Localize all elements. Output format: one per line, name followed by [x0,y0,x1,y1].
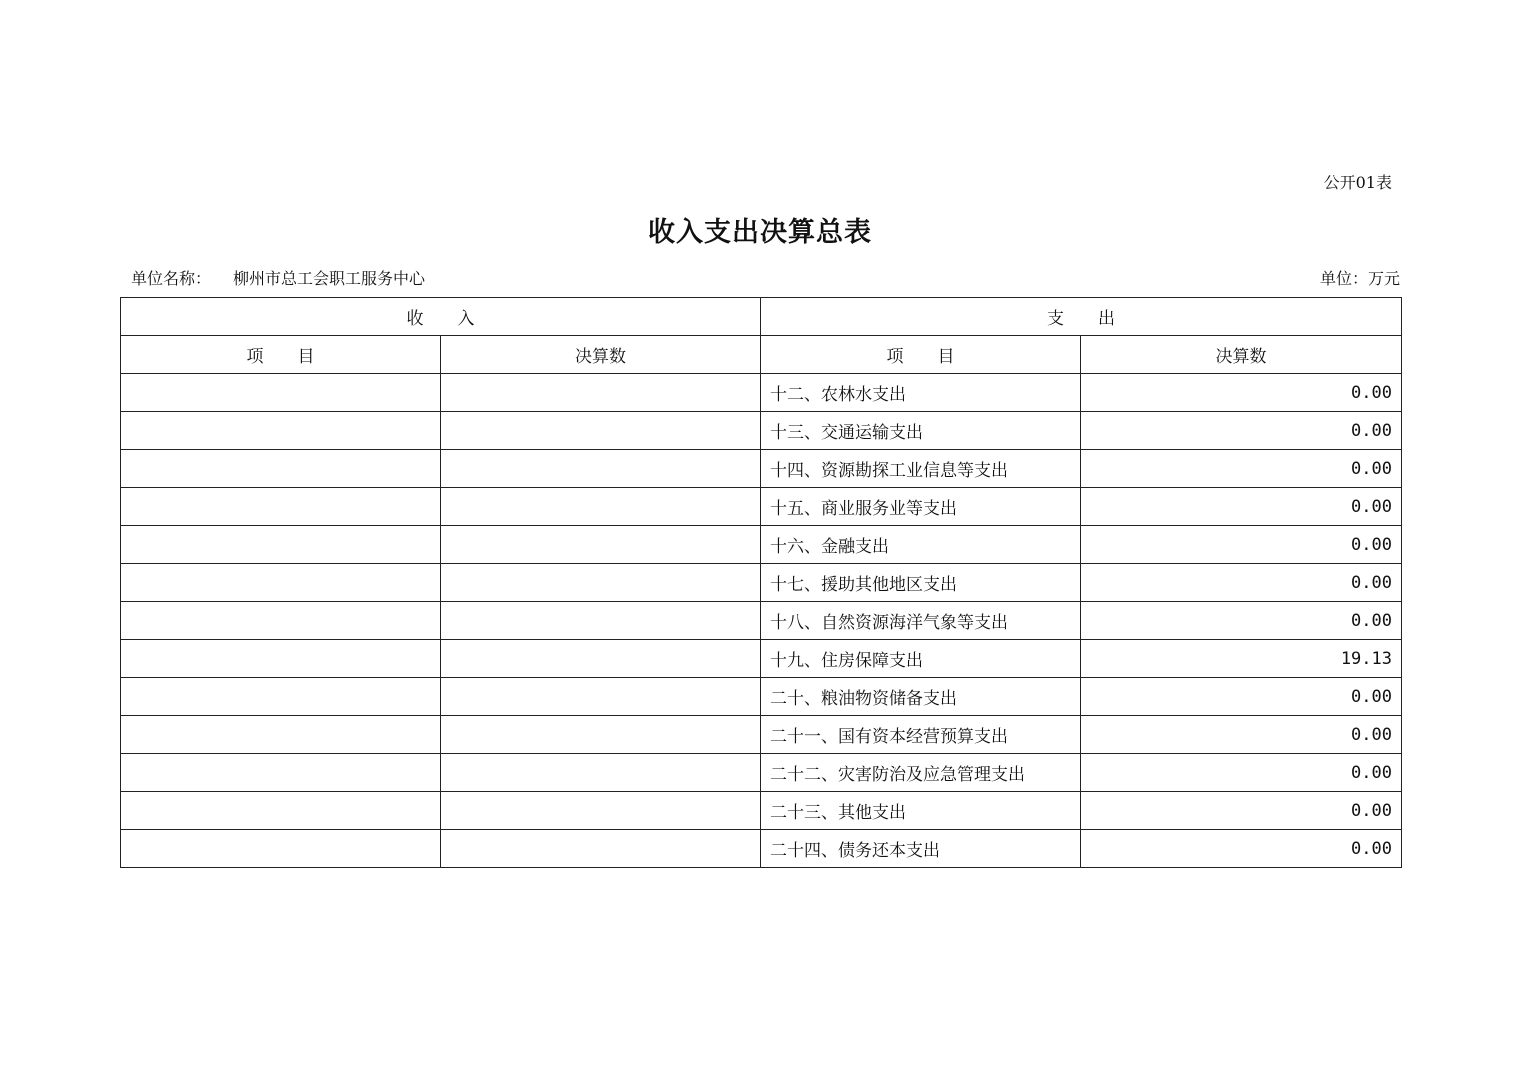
expense-item-header: 项 目 [761,336,1081,374]
column-header-row [121,336,1402,374]
table-body [121,374,1402,868]
expense-amount-cell: 0.00 [1081,412,1402,450]
currency-unit: 单位：万元 [1319,269,1400,288]
unit-name-label: 单位名称： [131,269,212,288]
income-item-cell [121,564,441,602]
table-row [121,640,1402,678]
income-item-cell [121,792,441,830]
expense-item-cell: 十四、资源勘探工业信息等支出 [761,450,1081,488]
income-amount-cell [441,640,761,678]
income-amount-cell [441,374,761,412]
expense-item-cell: 十二、农林水支出 [761,374,1081,412]
income-amount-header: 决算数 [441,336,761,374]
expense-item-cell: 十九、住房保障支出 [761,640,1081,678]
expense-amount-cell: 0.00 [1081,564,1402,602]
expense-item-cell: 十三、交通运输支出 [761,412,1081,450]
unit-info-row [131,266,1400,289]
expense-amount-cell: 0.00 [1081,602,1402,640]
expense-amount-header: 决算数 [1081,336,1402,374]
income-amount-cell [441,678,761,716]
table-row [121,754,1402,792]
income-item-cell [121,412,441,450]
expense-amount-cell: 0.00 [1081,488,1402,526]
expense-amount-cell: 0.00 [1081,678,1402,716]
income-item-cell [121,678,441,716]
expense-amount-cell: 0.00 [1081,792,1402,830]
table-row [121,830,1402,868]
expense-amount-cell: 0.00 [1081,716,1402,754]
income-amount-cell [441,450,761,488]
expense-section-header: 支 出 [761,298,1402,336]
income-item-cell [121,754,441,792]
expense-amount-cell: 0.00 [1081,374,1402,412]
table-row [121,488,1402,526]
table-row [121,602,1402,640]
table-row [121,678,1402,716]
income-amount-cell [441,716,761,754]
income-item-cell [121,450,441,488]
income-amount-cell [441,564,761,602]
table-row [121,374,1402,412]
income-item-cell [121,830,441,868]
income-amount-cell [441,830,761,868]
income-amount-cell [441,792,761,830]
unit-name-group [131,266,425,289]
table-row [121,792,1402,830]
table-row [121,564,1402,602]
expense-item-cell: 二十二、灾害防治及应急管理支出 [761,754,1081,792]
expense-amount-cell: 0.00 [1081,754,1402,792]
income-item-cell [121,716,441,754]
expense-amount-cell: 19.13 [1081,640,1402,678]
table-row [121,716,1402,754]
table-row [121,450,1402,488]
income-item-cell [121,640,441,678]
expense-amount-cell: 0.00 [1081,526,1402,564]
section-header-row [121,298,1402,336]
income-amount-cell [441,488,761,526]
income-amount-cell [441,602,761,640]
income-item-cell [121,526,441,564]
expense-item-cell: 十七、援助其他地区支出 [761,564,1081,602]
income-amount-cell [441,526,761,564]
expense-item-cell: 十六、金融支出 [761,526,1081,564]
income-item-cell [121,488,441,526]
income-section-header: 收 入 [121,298,761,336]
income-item-header: 项 目 [121,336,441,374]
table-row [121,526,1402,564]
expense-amount-cell: 0.00 [1081,450,1402,488]
expense-item-cell: 二十、粮油物资储备支出 [761,678,1081,716]
unit-name: 柳州市总工会职工服务中心 [233,269,426,288]
form-code: 公开01表 [1323,173,1392,192]
income-item-cell [121,374,441,412]
table-row [121,412,1402,450]
income-amount-cell [441,412,761,450]
expense-item-cell: 十八、自然资源海洋气象等支出 [761,602,1081,640]
expense-item-cell: 二十三、其他支出 [761,792,1081,830]
expense-item-cell: 二十一、国有资本经营预算支出 [761,716,1081,754]
income-item-cell [121,602,441,640]
expense-item-cell: 十五、商业服务业等支出 [761,488,1081,526]
expense-amount-cell: 0.00 [1081,830,1402,868]
income-amount-cell [441,754,761,792]
page-title: 收入支出决算总表 [648,217,872,248]
budget-table [120,297,1402,868]
expense-item-cell: 二十四、债务还本支出 [761,830,1081,868]
